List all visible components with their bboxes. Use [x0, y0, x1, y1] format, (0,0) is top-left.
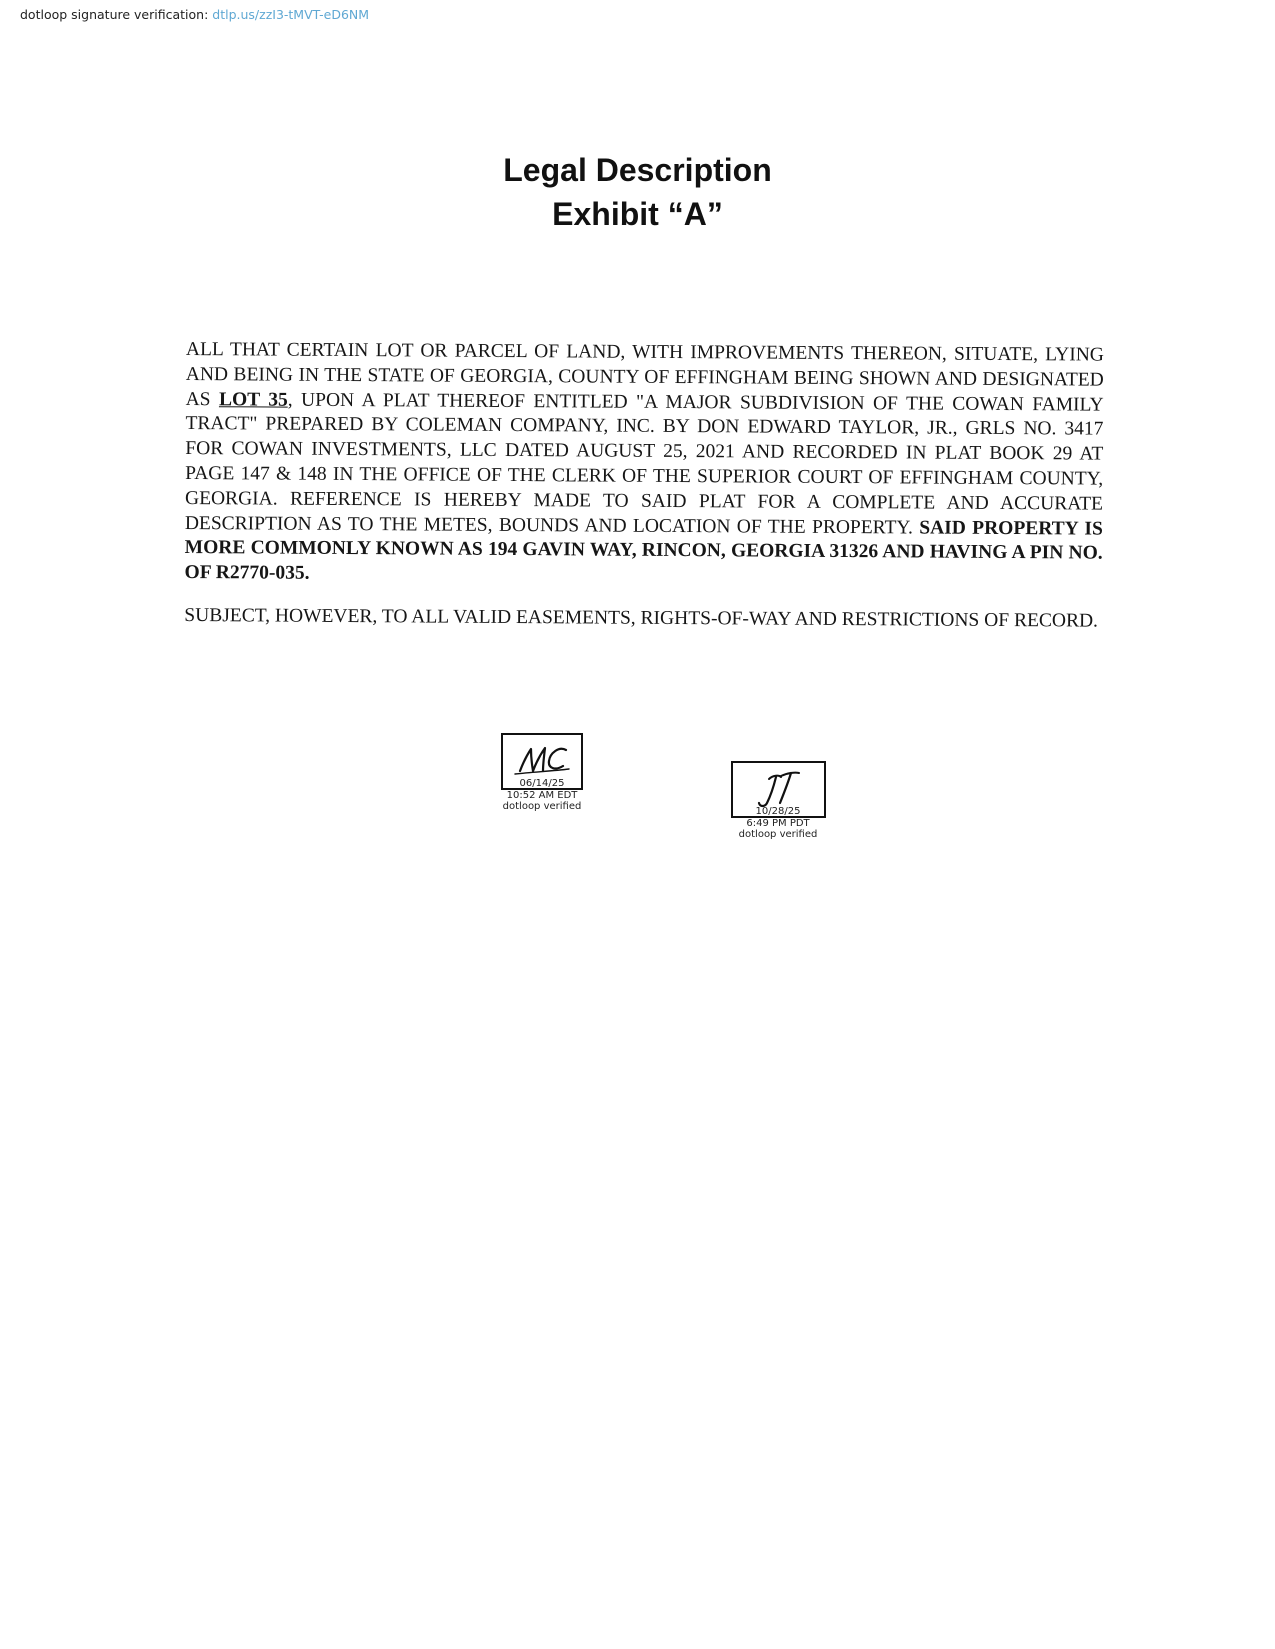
heading-exhibit: Exhibit “A”: [552, 196, 723, 232]
legal-text-plat: , UPON A PLAT THEREOF ENTITLED "A MAJOR SUBDIVISION OF THE COWAN FAMILY TRACT" PREPARED BY COLEMAN COMPANY, INC. BY DON EDWARD TAYLOR, JR., GRLS NO. 3417 FOR COWAN INVESTMENTS, LLC DATED AUGUST 25, 2021 AND RECORDED IN PLAT BOOK 29 AT PAGE 147 & 148 IN THE OFFICE OF THE CLERK OF THE SUPERIOR COURT OF EFFINGHAM COUNTY, GEORGIA. REFERENCE IS HEREBY MADE TO SAID PLAT FOR A COMPLETE AND ACCURATE DESCRIPTION AS TO THE METES, BOUNDS AND LOCATION OF THE PROPERTY.: [184, 389, 1104, 539]
signature-block-mc: [487, 733, 597, 812]
initials-date-jt: 10/28/25: [755, 806, 801, 817]
document-heading: [0, 148, 1275, 236]
initials-status-mc: dotloop verified: [502, 801, 582, 812]
legal-description-body: [184, 338, 1104, 652]
initials-box-jt[interactable]: [731, 761, 826, 818]
verification-link[interactable]: dtlp.us/zzI3-tMVT-eD6NM: [212, 7, 370, 22]
property-address: SAID PROPERTY IS MORE COMMONLY KNOWN AS 194 GAVIN WAY, RINCON, GEORGIA 31326 AND HAVING A PIN NO. OF R2770-035.: [184, 517, 1103, 584]
legal-text-intro: ALL THAT CERTAIN LOT OR PARCEL OF LAND, WITH IMPROVEMENTS THEREON, SITUATE, LYING AND BEING IN THE STATE OF GEORGIA, COUNTY OF EFFINGHAM BEING SHOWN AND DESIGNATED AS: [185, 338, 1104, 410]
initials-time-jt: 6:49 PM PDT: [746, 818, 810, 829]
legal-paragraph-subject: SUBJECT, HOWEVER, TO ALL VALID EASEMENTS, RIGHTS-OF-WAY AND RESTRICTIONS OF RECORD.: [184, 604, 1099, 632]
initials-time-mc: 10:52 AM EDT: [506, 790, 578, 801]
initials-status-jt: dotloop verified: [738, 829, 818, 840]
verification-label: dotloop signature verification:: [20, 7, 209, 22]
signature-block-jt: [718, 761, 838, 840]
heading-title: Legal Description: [503, 152, 772, 188]
legal-paragraph-main: [184, 338, 1103, 592]
lot-number: LOT 35: [218, 388, 288, 411]
signature-verification-bar: [20, 7, 369, 22]
initials-date-mc: 06/14/25: [519, 778, 565, 789]
initials-box-mc[interactable]: [501, 733, 583, 790]
